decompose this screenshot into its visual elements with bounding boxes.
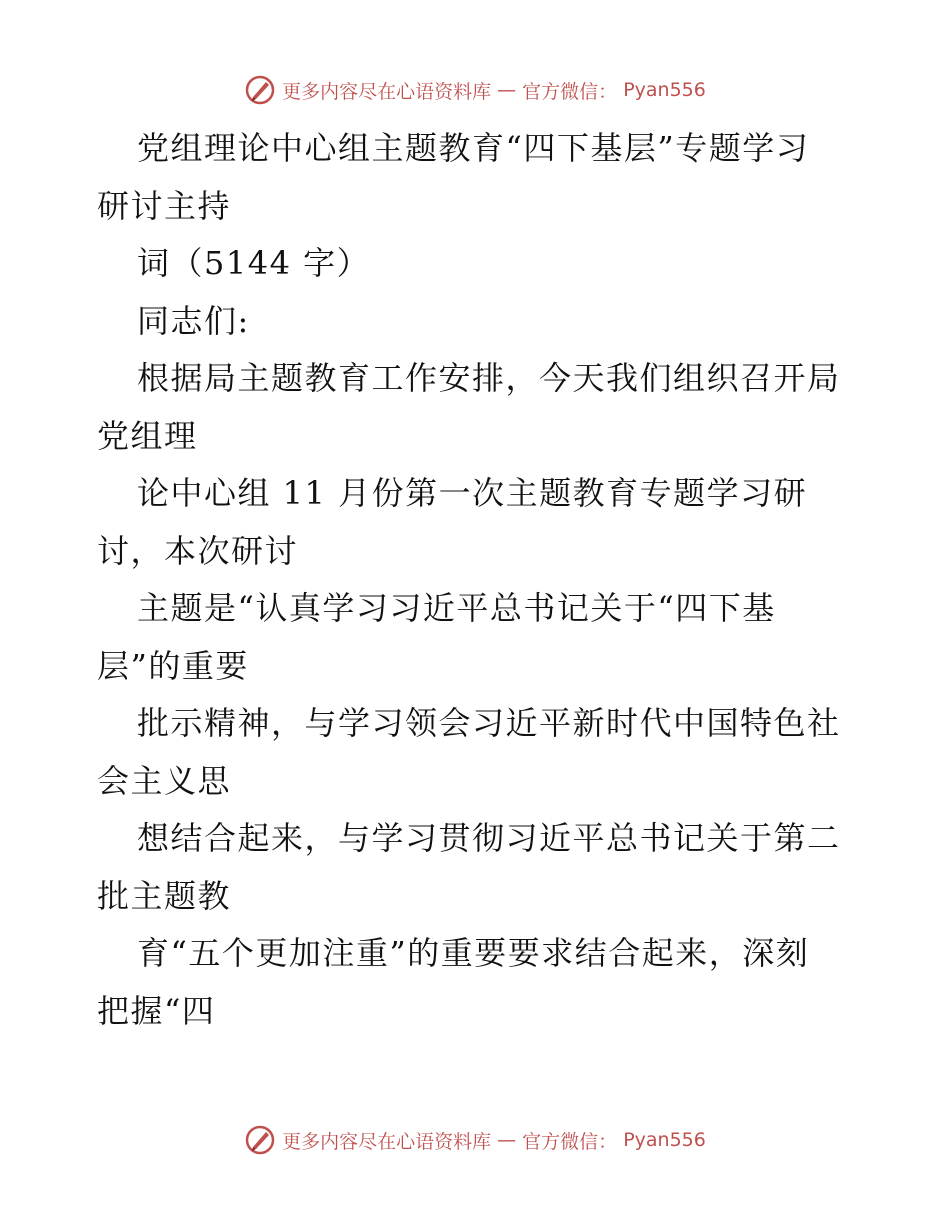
text-line: 批示精神，与学习领会习近平新时代中国特色社 [137, 704, 841, 742]
text-line: 党组理 [97, 416, 198, 455]
text-line: 育“五个更加注重”的重要要求结合起来，深刻 [137, 934, 810, 972]
watermark-label: 官方微信： [522, 1130, 618, 1153]
text-line: 层”的重要 [97, 646, 249, 685]
text-line: 论中心组 11 月份第一次主题教育专题学习研 [137, 474, 808, 512]
text-line: 把握“四 [97, 991, 216, 1030]
footer-watermark [0, 1120, 950, 1160]
watermark-account: Pyan556 [623, 1129, 706, 1151]
watermark-separator: — [497, 1129, 517, 1151]
watermark-text: 更多内容尽在心语资料库 [282, 1130, 492, 1153]
text-line: 讨，本次研讨 [97, 531, 299, 570]
text-line: 党组理论中心组主题教育“四下基层”专题学习 [137, 129, 810, 167]
pen-logo-icon [244, 1124, 276, 1156]
text-line: 主题是“认真学习习近平总书记关于“四下基 [137, 589, 776, 627]
text-line: 会主义思 [97, 761, 232, 800]
text-line: 同志们: [137, 301, 250, 340]
text-line: 根据局主题教育工作安排，今天我们组织召开局 [137, 359, 841, 397]
text-line: 词（5144 字） [137, 244, 371, 282]
text-line: 想结合起来，与学习贯彻习近平总书记关于第二 [137, 819, 841, 857]
watermark-separator: — [497, 79, 517, 101]
watermark-text: 更多内容尽在心语资料库 [282, 80, 492, 103]
text-line: 研讨主持 [97, 186, 232, 225]
pen-logo-icon [244, 74, 276, 106]
header-watermark [0, 70, 950, 110]
document-body [97, 120, 857, 1040]
watermark-label: 官方微信： [522, 80, 618, 103]
watermark-account: Pyan556 [623, 79, 706, 101]
text-line: 批主题教 [97, 876, 232, 915]
